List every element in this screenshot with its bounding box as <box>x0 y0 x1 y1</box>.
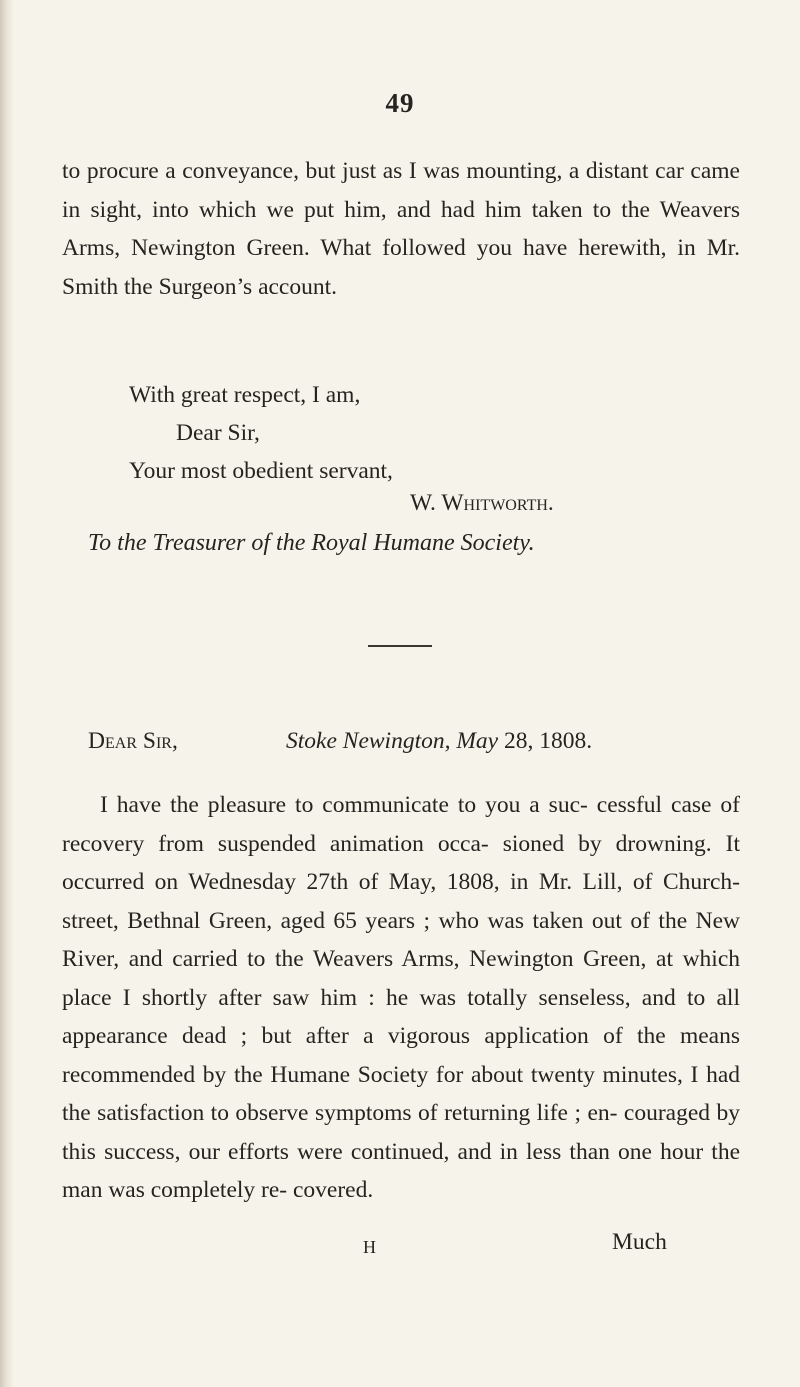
closing-line-servant: Your most obedient servant, <box>129 458 393 484</box>
paragraph-continuation: to procure a conveyance, but just as I was mounting, a distant car came in sight, into which we put him, and had him taken to the Weavers Arms, Newington Green. What followed you have herewith, in Mr. Smith the Surgeon’s account. <box>62 158 740 300</box>
closing-line-dear-sir: Dear Sir, <box>176 420 260 446</box>
page-number: 49 <box>385 88 415 118</box>
letter-address: To the Treasurer of the Royal Humane Society. <box>88 530 535 556</box>
signature-surname-rest: hitworth. <box>463 490 554 516</box>
signature-initial: W. <box>410 490 436 516</box>
signature-whitworth <box>410 484 554 522</box>
salutation-rest-ear: ear <box>104 728 137 754</box>
signature-mark: H <box>363 1237 376 1257</box>
salutation-rest-ir: ir, <box>155 728 178 754</box>
letter-dateline <box>88 728 748 755</box>
letter-body-paragraph: I have the pleasure to communicate to you a suc- cessful case of recovery from suspended animation occa- sioned by drowning. It occurred on Wednesday 27th of May, 1808, in Mr. Lill, of Church-street, Bethnal Green, aged 65 years ; who was taken out of the New River, and carried to the Weavers Arms, Newington Green, at which place I shortly after saw him : he was totally senseless, and to all appearance dead ; but after a vigorous application of the means recommended by the Humane Society for about twenty minutes, I had the satisfaction to observe symptoms of returning life ; en- couraged by this success, our efforts were continued, and in less than one hour the man was completely re- covered. <box>62 792 740 1203</box>
place-date-italic: Stoke Newington, May <box>286 728 499 754</box>
salutation <box>88 728 178 754</box>
section-divider-rule <box>368 645 432 647</box>
signature-surname-cap: W <box>441 490 464 516</box>
place-and-date <box>286 728 592 755</box>
catchword: Much <box>612 1229 667 1255</box>
closing-line-respect: With great respect, I am, <box>129 382 361 408</box>
salutation-cap-d: D <box>88 728 105 754</box>
page-binding-shadow <box>0 0 14 1387</box>
salutation-cap-s: S <box>142 728 156 754</box>
day-year: 28, 1808. <box>503 728 593 754</box>
